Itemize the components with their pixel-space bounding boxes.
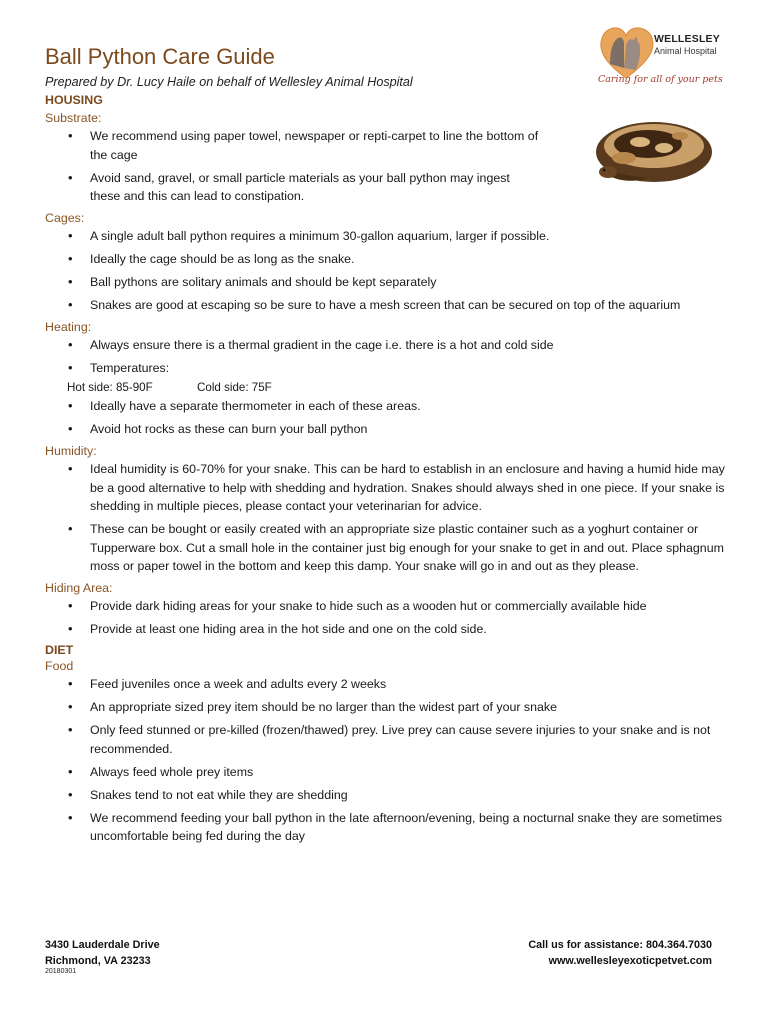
address-line-1: 3430 Lauderdale Drive [45,939,160,951]
list-item: • These can be bought or easily created with an appropriate size plastic container such as a yoghurt container or Tupperware box. Cut a small hole in the container just big enough for your snake to get in and out. Place sphagnum moss or paper towel in the bottom and keep this damp. Your snake will go in and out as they please. [45,520,730,576]
list-item: • Provide dark hiding areas for your snake to hide such as a wooden hut or commercially available hide [45,597,730,616]
housing-heading: HOUSING [45,93,103,107]
list-item: • An appropriate sized prey item should be no larger than the widest part of your snake [45,698,730,717]
logo-tagline: Caring for all of your pets [598,74,723,85]
hiding-area-heading: Hiding Area: [45,581,113,596]
humidity-list [45,460,730,576]
list-item: • Only feed stunned or pre-killed (frozen/thawed) prey. Live prey can cause severe injuries to your snake and is not recommended. [45,721,730,758]
heating-list [45,336,730,378]
guide-content [45,93,730,850]
list-item: • Ideally have a separate thermometer in each of these areas. [45,397,730,416]
list-item: • Always feed whole prey items [45,763,730,782]
humidity-heading: Humidity: [45,444,97,459]
list-item: • Always ensure there is a thermal gradient in the cage i.e. there is a hot and cold side [45,336,730,355]
list-item: • Snakes are good at escaping so be sure to have a mesh screen that can be secured on top of the aquarium [45,296,730,315]
cages-heading: Cages: [45,211,85,226]
list-item: • Avoid sand, gravel, or small particle materials as your ball python may ingest these and this can lead to constipation. [45,169,730,206]
substrate-heading: Substrate: [45,111,102,125]
list-item: • We recommend feeding your ball python in the late afternoon/evening, being a nocturnal snake they are sometimes uncomfortable being fed during the day [45,809,730,846]
list-item: • Avoid hot rocks as these can burn your ball python [45,420,730,439]
list-item: • Snakes tend to not eat while they are shedding [45,786,730,805]
list-item: • Provide at least one hiding area in the hot side and one on the cold side. [45,620,730,639]
cold-side-temperature: Cold side: 75F [197,381,272,395]
list-item: • We recommend using paper towel, newspaper or repti-carpet to line the bottom of the cage [45,127,730,164]
cages-list [45,227,730,315]
logo-subtitle: Animal Hospital [654,46,717,56]
temperature-values [67,380,730,395]
hot-side-temperature: Hot side: 85-90F [67,381,153,395]
address-line-2: Richmond, VA 23233 [45,955,151,967]
substrate-list [45,127,730,206]
document-code: 20180301 [45,968,77,975]
heating-heading: Heating: [45,320,92,335]
list-item: • Ideal humidity is 60-70% for your snake. This can be hard to establish in an enclosure and having a humid hide may be a good alternative to help with shedding and hydration. Snakes should always shed in one piece. If your snake is shedding in multiple pieces, please contact your veterinarian for advice. [45,460,730,516]
list-item: • Temperatures: [45,359,730,378]
footer-contact [528,937,712,969]
contact-phone: Call us for assistance: 804.364.7030 [528,939,712,951]
heating-list-continued [45,397,730,439]
page-subtitle: Prepared by Dr. Lucy Haile on behalf of Wellesley Animal Hospital [45,75,413,89]
food-heading: Food [45,659,74,674]
list-item: • A single adult ball python requires a minimum 30-gallon aquarium, larger if possible. [45,227,730,246]
food-list [45,675,730,846]
contact-website: www.wellesleyexoticpetvet.com [548,955,712,967]
diet-heading: DIET [45,643,74,658]
list-item: • Ideally the cage should be as long as the snake. [45,250,730,269]
logo-name: WELLESLEY [654,33,720,45]
hiding-area-list [45,597,730,639]
footer-address [45,937,160,969]
list-item: • Feed juveniles once a week and adults every 2 weeks [45,675,730,694]
list-item: • Ball pythons are solitary animals and should be kept separately [45,273,730,292]
page-title: Ball Python Care Guide [45,44,275,69]
